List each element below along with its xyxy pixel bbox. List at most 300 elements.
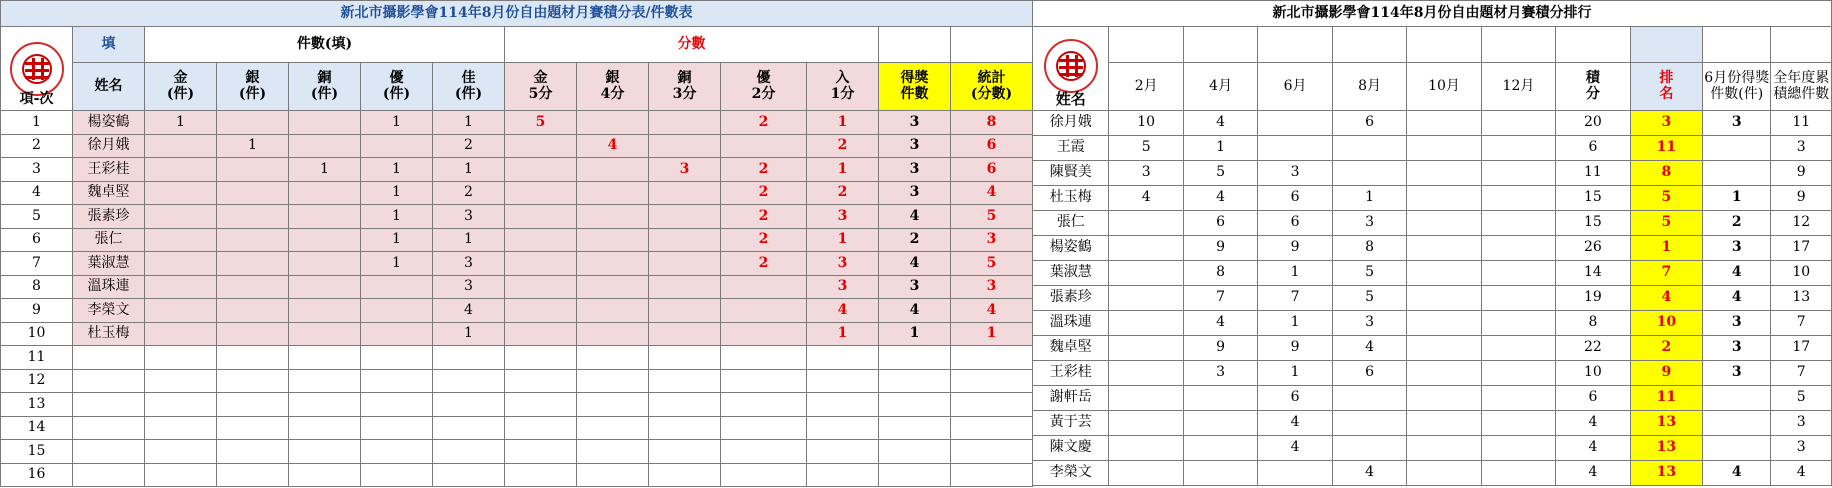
total-points-cell: 8 (1556, 311, 1630, 336)
table-row (1, 158, 1033, 182)
annual-total-cell: 4 (1771, 461, 1832, 486)
column-header: 統計 (分數) (951, 63, 1033, 111)
row-number: 12 (1, 369, 73, 393)
month-score-cell (1481, 186, 1555, 211)
score-cell (721, 440, 807, 464)
awards-count-cell (879, 440, 951, 464)
count-cell: 2 (433, 134, 505, 158)
table-row (1033, 436, 1832, 461)
count-cell (361, 134, 433, 158)
awards-count-cell (879, 463, 951, 487)
score-cell: 2 (721, 181, 807, 205)
rank-cell: 11 (1630, 136, 1702, 161)
score-cell (721, 299, 807, 323)
score-cell (577, 181, 649, 205)
score-cell (807, 416, 879, 440)
count-cell (289, 205, 361, 229)
table-row (1, 205, 1033, 229)
table-row (1, 346, 1033, 370)
score-cell (807, 440, 879, 464)
month-score-cell (1332, 411, 1406, 436)
count-cell (145, 322, 217, 346)
month-score-cell: 3 (1109, 161, 1183, 186)
count-cell (217, 228, 289, 252)
name-cell: 陳賢美 (1033, 161, 1109, 186)
column-header: 優 (件) (361, 63, 433, 111)
column-header: 優 2分 (721, 63, 807, 111)
row-number: 1 (1, 111, 73, 135)
score-cell (577, 111, 649, 135)
score-cell (721, 134, 807, 158)
score-cell (649, 416, 721, 440)
count-cell (289, 111, 361, 135)
month-score-cell (1407, 261, 1481, 286)
count-cell: 1 (433, 322, 505, 346)
name-cell: 葉淑慧 (1033, 261, 1109, 286)
table-row (1033, 386, 1832, 411)
score-cell: 2 (721, 228, 807, 252)
month-score-cell: 3 (1332, 311, 1406, 336)
month-score-cell (1481, 261, 1555, 286)
row-number: 3 (1, 158, 73, 182)
score-cell (577, 158, 649, 182)
count-cell (361, 440, 433, 464)
count-cell: 3 (433, 205, 505, 229)
logo-cell (1, 27, 73, 111)
count-cell (289, 322, 361, 346)
score-cell (649, 322, 721, 346)
column-header: 8月 (1332, 63, 1406, 111)
count-cell (145, 275, 217, 299)
score-section-label: 分數 (505, 27, 879, 63)
month-score-cell (1407, 461, 1481, 486)
score-cell (649, 111, 721, 135)
count-cell (289, 228, 361, 252)
column-header: 金 (件) (145, 63, 217, 111)
month-score-cell: 3 (1332, 211, 1406, 236)
total-points-cell: 4 (1556, 461, 1630, 486)
score-cell (649, 440, 721, 464)
score-cell (577, 228, 649, 252)
month-score-cell (1109, 286, 1183, 311)
score-cell (649, 134, 721, 158)
count-cell (217, 205, 289, 229)
fill-label: 填 (73, 27, 145, 63)
count-cell (289, 181, 361, 205)
table-row (1033, 111, 1832, 136)
score-cell (577, 252, 649, 276)
score-cell (505, 134, 577, 158)
awards-count-cell: 3 (879, 181, 951, 205)
table-row (1, 228, 1033, 252)
month-score-cell (1183, 386, 1257, 411)
month-score-cell: 9 (1183, 336, 1257, 361)
association-logo-icon (10, 42, 64, 96)
annual-total-cell: 9 (1771, 161, 1832, 186)
score-cell (649, 181, 721, 205)
month-score-cell: 4 (1183, 186, 1257, 211)
rank-cell: 13 (1630, 436, 1702, 461)
column-header: 銅 3分 (649, 63, 721, 111)
score-cell: 3 (807, 275, 879, 299)
annual-total-cell: 7 (1771, 311, 1832, 336)
month-score-cell: 6 (1332, 111, 1406, 136)
count-cell (217, 440, 289, 464)
table-row (1, 299, 1033, 323)
name-cell: 張素珍 (1033, 286, 1109, 311)
name-cell: 溫珠連 (73, 275, 145, 299)
month-score-cell (1109, 386, 1183, 411)
name-cell (73, 369, 145, 393)
name-cell: 張素珍 (73, 205, 145, 229)
count-cell (145, 205, 217, 229)
count-cell: 1 (361, 181, 433, 205)
name-cell: 謝軒岳 (1033, 386, 1109, 411)
name-cell: 楊姿鶴 (73, 111, 145, 135)
score-cell: 2 (721, 252, 807, 276)
month-score-cell (1109, 461, 1183, 486)
score-cell (505, 158, 577, 182)
month-score-cell: 1 (1332, 186, 1406, 211)
name-cell: 陳文慶 (1033, 436, 1109, 461)
count-cell (217, 463, 289, 487)
month-score-cell (1481, 161, 1555, 186)
score-cell: 1 (807, 158, 879, 182)
annual-total-cell: 5 (1771, 386, 1832, 411)
month-score-cell (1407, 111, 1481, 136)
name-header: 姓名 (73, 63, 145, 111)
table-row (1, 134, 1033, 158)
count-cell (217, 158, 289, 182)
column-header: 排 名 (1630, 63, 1702, 111)
name-cell: 王彩桂 (73, 158, 145, 182)
month-score-cell (1481, 461, 1555, 486)
score-cell: 3 (807, 205, 879, 229)
rank-cell: 10 (1630, 311, 1702, 336)
name-cell (73, 463, 145, 487)
row-number: 8 (1, 275, 73, 299)
count-cell (217, 369, 289, 393)
score-cell (577, 440, 649, 464)
annual-total-cell: 17 (1771, 236, 1832, 261)
month-score-cell (1481, 286, 1555, 311)
score-cell (505, 369, 577, 393)
month-score-cell: 10 (1109, 111, 1183, 136)
total-points-cell: 19 (1556, 286, 1630, 311)
row-number: 11 (1, 346, 73, 370)
name-cell: 杜玉梅 (1033, 186, 1109, 211)
month-score-cell (1332, 436, 1406, 461)
total-score-cell: 4 (951, 181, 1033, 205)
count-cell: 1 (361, 228, 433, 252)
score-cell (807, 369, 879, 393)
total-points-cell: 14 (1556, 261, 1630, 286)
column-header: 佳 (件) (433, 63, 505, 111)
count-cell (289, 369, 361, 393)
annual-total-cell: 13 (1771, 286, 1832, 311)
month-score-cell: 9 (1258, 236, 1332, 261)
month-score-cell (1481, 336, 1555, 361)
total-score-cell (951, 369, 1033, 393)
total-points-cell: 20 (1556, 111, 1630, 136)
annual-total-cell: 11 (1771, 111, 1832, 136)
awards-count-cell: 3 (879, 158, 951, 182)
month-score-cell (1481, 311, 1555, 336)
count-cell (433, 416, 505, 440)
june-awards-cell (1703, 386, 1771, 411)
month-score-cell (1481, 411, 1555, 436)
month-score-cell: 5 (1183, 161, 1257, 186)
june-awards-cell: 4 (1703, 461, 1771, 486)
count-cell (145, 181, 217, 205)
table-row (1, 111, 1033, 135)
rank-cell: 9 (1630, 361, 1702, 386)
column-header: 6月份得獎 件數(件) (1703, 63, 1771, 111)
score-cell (505, 275, 577, 299)
count-cell (433, 346, 505, 370)
score-cell (505, 181, 577, 205)
total-score-cell: 5 (951, 205, 1033, 229)
table-row (1, 275, 1033, 299)
month-score-cell: 7 (1258, 286, 1332, 311)
name-cell: 張仁 (1033, 211, 1109, 236)
count-cell (145, 369, 217, 393)
month-score-cell (1109, 361, 1183, 386)
score-cell (721, 275, 807, 299)
count-cell (361, 393, 433, 417)
table-row (1, 252, 1033, 276)
month-score-cell: 8 (1183, 261, 1257, 286)
count-cell (217, 181, 289, 205)
score-cell (505, 440, 577, 464)
score-cell: 3 (807, 252, 879, 276)
column-header: 10月 (1407, 63, 1481, 111)
score-cell (721, 393, 807, 417)
month-score-cell (1407, 136, 1481, 161)
count-cell (217, 299, 289, 323)
table-row (1033, 411, 1832, 436)
name-cell: 黃于芸 (1033, 411, 1109, 436)
table-row (1033, 461, 1832, 486)
name-cell: 葉淑慧 (73, 252, 145, 276)
name-cell (73, 416, 145, 440)
total-score-cell: 6 (951, 158, 1033, 182)
column-header: 銀 (件) (217, 63, 289, 111)
month-score-cell (1332, 386, 1406, 411)
ranking-table (1032, 0, 1832, 486)
total-points-cell: 11 (1556, 161, 1630, 186)
month-score-cell (1109, 311, 1183, 336)
month-score-cell: 6 (1332, 361, 1406, 386)
score-cell (577, 369, 649, 393)
name-cell: 張仁 (73, 228, 145, 252)
awards-count-cell: 3 (879, 134, 951, 158)
awards-count-cell (879, 393, 951, 417)
row-number: 10 (1, 322, 73, 346)
month-score-cell (1109, 236, 1183, 261)
score-cell: 1 (807, 111, 879, 135)
count-cell: 1 (433, 228, 505, 252)
row-number: 2 (1, 134, 73, 158)
awards-count-cell: 4 (879, 252, 951, 276)
june-awards-cell: 2 (1703, 211, 1771, 236)
month-score-cell: 5 (1109, 136, 1183, 161)
table-row (1033, 311, 1832, 336)
score-cell (721, 416, 807, 440)
month-score-cell: 8 (1332, 236, 1406, 261)
rank-cell: 7 (1630, 261, 1702, 286)
score-cell (505, 252, 577, 276)
annual-total-cell: 17 (1771, 336, 1832, 361)
month-score-cell (1407, 361, 1481, 386)
score-cell (505, 322, 577, 346)
june-awards-cell: 3 (1703, 361, 1771, 386)
month-score-cell: 6 (1258, 186, 1332, 211)
month-score-cell: 4 (1109, 186, 1183, 211)
score-cell (721, 463, 807, 487)
total-score-cell: 8 (951, 111, 1033, 135)
column-header: 4月 (1183, 63, 1257, 111)
annual-total-cell: 3 (1771, 411, 1832, 436)
row-number: 9 (1, 299, 73, 323)
count-cell (217, 275, 289, 299)
total-score-cell: 3 (951, 275, 1033, 299)
count-cell (361, 322, 433, 346)
month-score-cell (1407, 386, 1481, 411)
table-row (1033, 236, 1832, 261)
month-score-cell (1109, 411, 1183, 436)
month-score-cell (1481, 361, 1555, 386)
column-header: 銀 4分 (577, 63, 649, 111)
month-score-cell (1258, 111, 1332, 136)
june-awards-cell (1703, 411, 1771, 436)
month-score-cell (1407, 286, 1481, 311)
count-cell (217, 393, 289, 417)
count-cell: 1 (217, 134, 289, 158)
month-score-cell: 1 (1258, 311, 1332, 336)
table-row (1, 181, 1033, 205)
total-score-cell: 3 (951, 228, 1033, 252)
month-score-cell (1109, 436, 1183, 461)
total-score-cell: 1 (951, 322, 1033, 346)
row-number: 16 (1, 463, 73, 487)
score-cell: 2 (807, 134, 879, 158)
score-cell (505, 416, 577, 440)
table-row (1, 393, 1033, 417)
month-score-cell: 4 (1332, 336, 1406, 361)
count-cell (361, 416, 433, 440)
june-awards-cell: 4 (1703, 286, 1771, 311)
score-cell (505, 205, 577, 229)
june-awards-cell: 3 (1703, 236, 1771, 261)
table-row (1, 369, 1033, 393)
count-cell: 1 (433, 158, 505, 182)
table-row (1033, 286, 1832, 311)
score-cell (649, 346, 721, 370)
june-awards-cell (1703, 161, 1771, 186)
count-cell: 1 (361, 205, 433, 229)
month-score-cell: 4 (1332, 461, 1406, 486)
month-score-cell: 3 (1183, 361, 1257, 386)
table-row (1, 416, 1033, 440)
association-logo-icon (1044, 39, 1098, 93)
month-score-cell (1407, 436, 1481, 461)
count-cell (145, 299, 217, 323)
count-cell (145, 440, 217, 464)
count-cell (145, 134, 217, 158)
score-cell (505, 346, 577, 370)
june-awards-cell: 1 (1703, 186, 1771, 211)
name-cell: 楊姿鶴 (1033, 236, 1109, 261)
count-cell (433, 369, 505, 393)
score-cell: 1 (807, 322, 879, 346)
june-awards-cell (1703, 136, 1771, 161)
count-cell (145, 393, 217, 417)
name-cell: 王霞 (1033, 136, 1109, 161)
june-awards-cell: 3 (1703, 336, 1771, 361)
name-cell: 魏卓堅 (73, 181, 145, 205)
score-cell (649, 228, 721, 252)
column-header: 積 分 (1556, 63, 1630, 111)
month-score-cell: 7 (1183, 286, 1257, 311)
month-score-cell (1109, 211, 1183, 236)
month-score-cell (1481, 211, 1555, 236)
count-cell (289, 463, 361, 487)
month-score-cell (1407, 161, 1481, 186)
month-score-cell: 9 (1183, 236, 1257, 261)
month-score-cell: 4 (1258, 436, 1332, 461)
score-cell (649, 205, 721, 229)
score-cell (721, 369, 807, 393)
awards-count-cell: 3 (879, 275, 951, 299)
count-cell (145, 228, 217, 252)
month-score-cell (1407, 336, 1481, 361)
awards-count-cell (879, 346, 951, 370)
month-score-cell: 5 (1332, 286, 1406, 311)
count-cell: 1 (289, 158, 361, 182)
row-number: 15 (1, 440, 73, 464)
month-score-cell (1407, 411, 1481, 436)
total-points-cell: 6 (1556, 386, 1630, 411)
count-cell (145, 252, 217, 276)
count-cell (361, 346, 433, 370)
annual-total-cell: 12 (1771, 211, 1832, 236)
total-score-cell: 6 (951, 134, 1033, 158)
rank-cell: 5 (1630, 186, 1702, 211)
score-cell: 2 (721, 158, 807, 182)
month-score-cell (1481, 386, 1555, 411)
month-score-cell (1332, 161, 1406, 186)
score-cell (577, 205, 649, 229)
column-header: 銅 (件) (289, 63, 361, 111)
score-cell (807, 463, 879, 487)
count-cell (217, 252, 289, 276)
table-row (1033, 361, 1832, 386)
total-points-cell: 6 (1556, 136, 1630, 161)
count-cell (217, 416, 289, 440)
score-cell (505, 299, 577, 323)
month-score-cell (1258, 136, 1332, 161)
month-score-cell: 6 (1258, 386, 1332, 411)
count-cell (361, 275, 433, 299)
logo-cell-right (1033, 27, 1109, 111)
column-header: 得獎 件數 (879, 63, 951, 111)
month-score-cell (1183, 436, 1257, 461)
name-cell: 李榮文 (73, 299, 145, 323)
column-header: 金 5分 (505, 63, 577, 111)
month-score-cell (1407, 236, 1481, 261)
count-cell: 3 (433, 252, 505, 276)
